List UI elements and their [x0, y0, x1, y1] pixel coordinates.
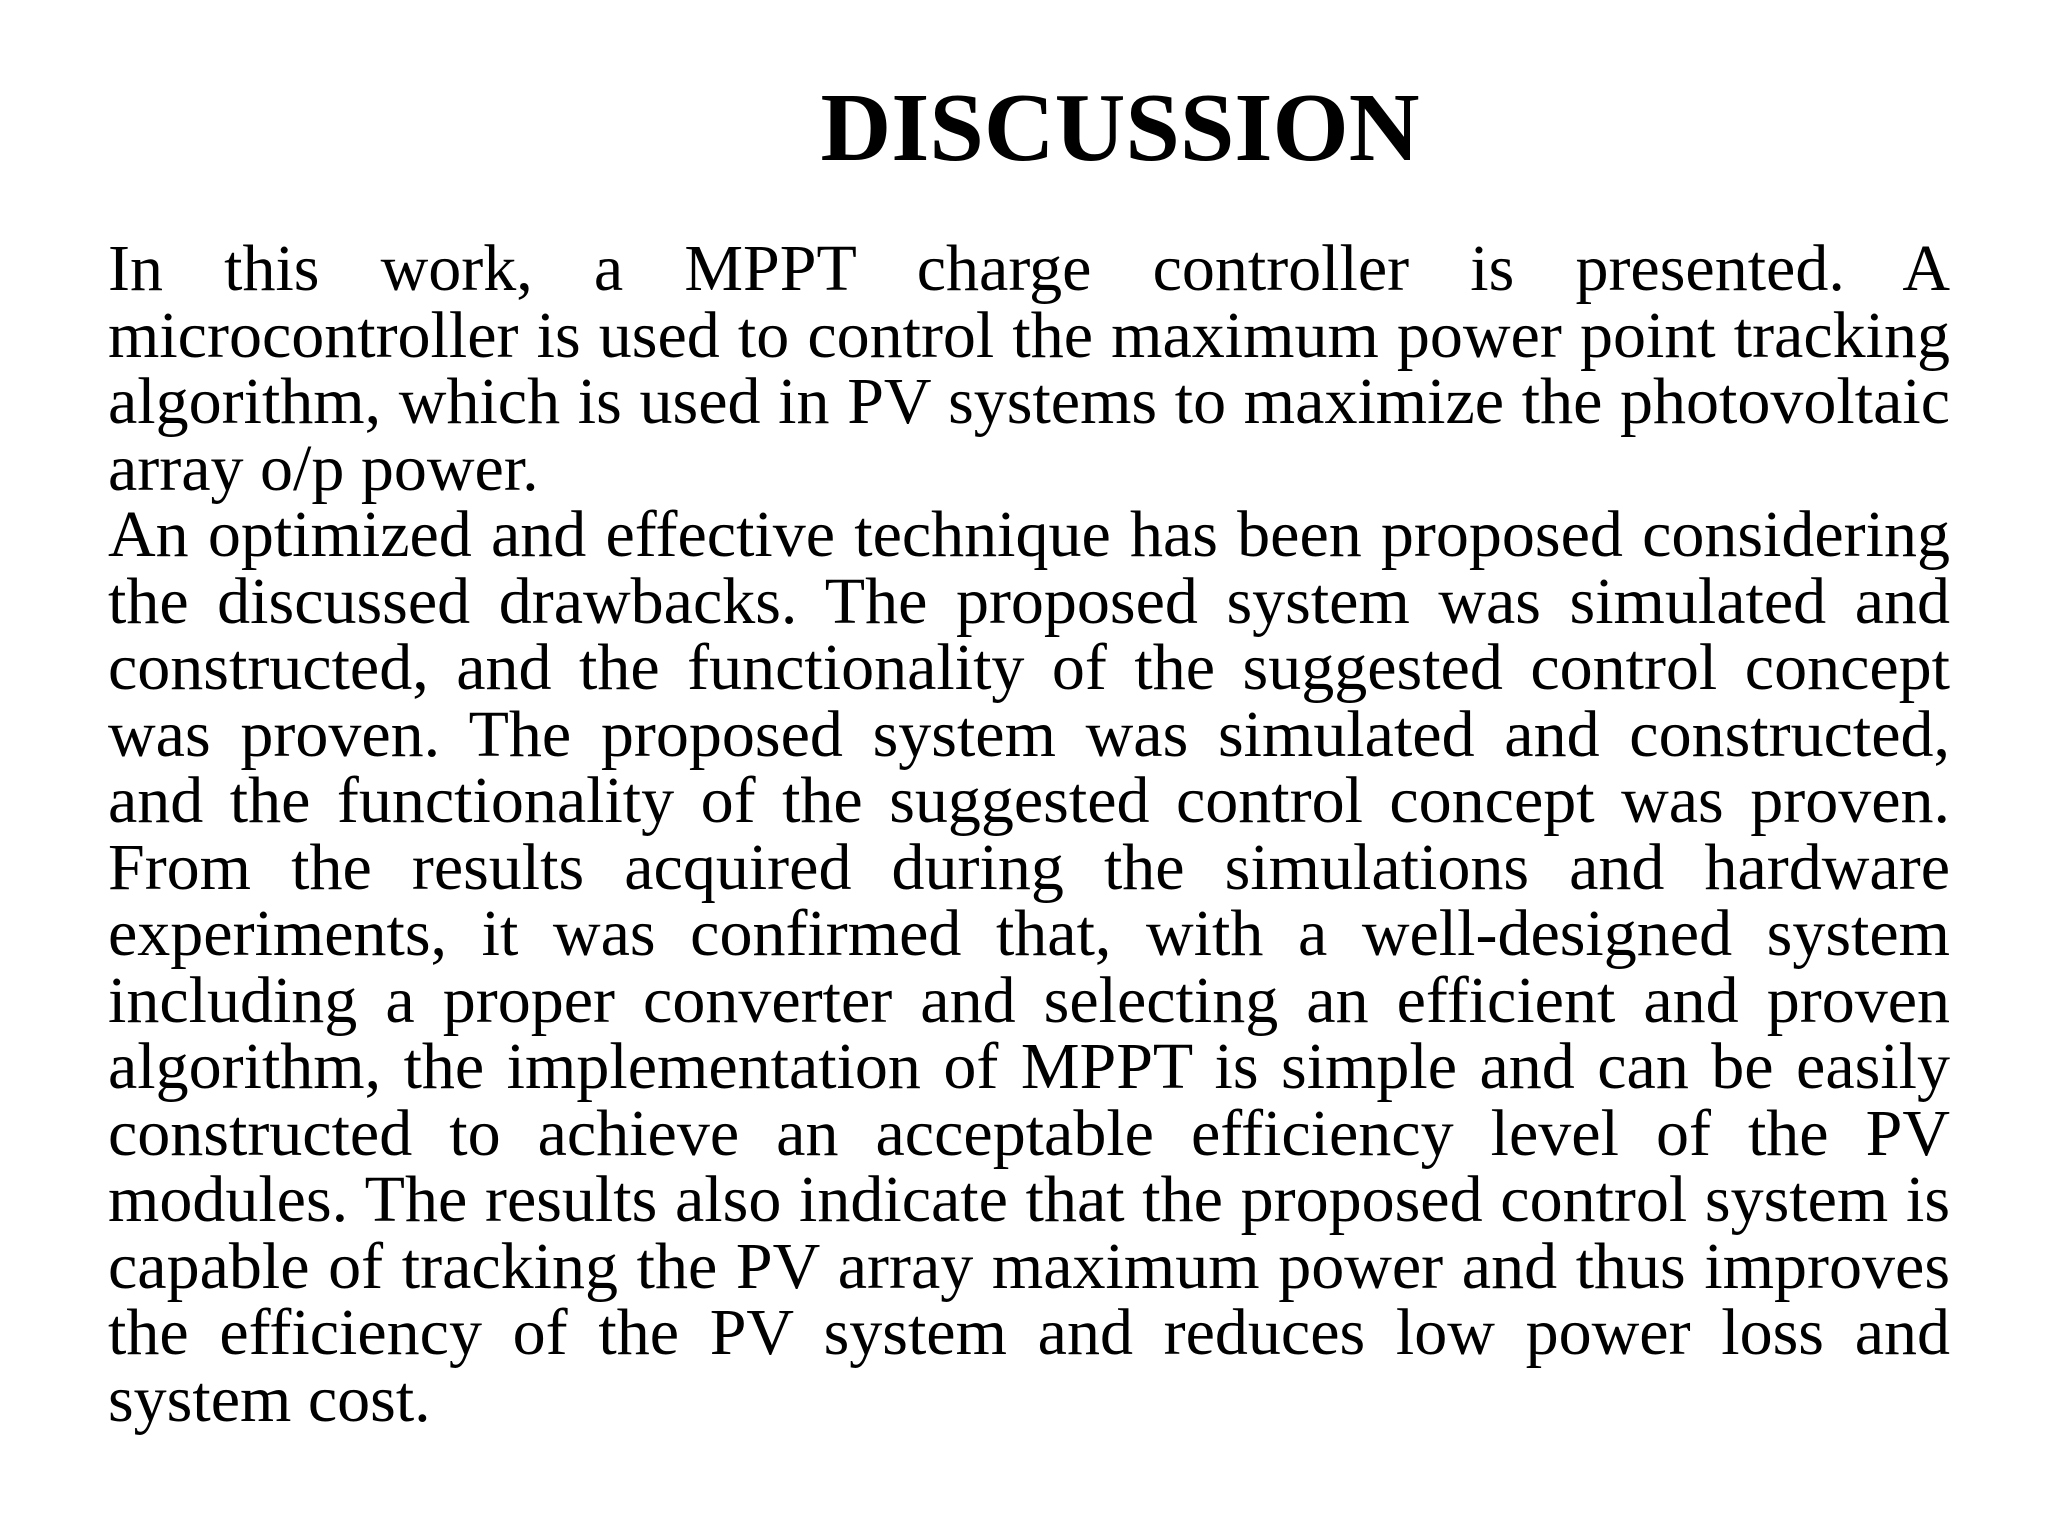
paragraph-findings: An optimized and effective technique has been proposed considering the discussed drawbacks. The proposed system was simulated and constructed, and the functionality of the suggested control concept was proven. The proposed system was simulated and constructed, and the functionality of the suggested control concept was proven. From the results acquired during the simulations and hardware experiments, it was confirmed that, with a well-designed system including a proper converter and selecting an efficient and proven algorithm, the implementation of MPPT is simple and can be easily constructed to achieve an acceptable efficiency level of the PV modules. The results also indicate that the proposed control system is capable of tracking the PV array maximum power and thus improves the efficiency of the PV system and reduces low power loss and system cost. — [108, 498, 1950, 1436]
slide-title: DISCUSSION — [820, 74, 1420, 182]
slide-body — [108, 232, 1950, 1436]
paragraph-intro: In this work, a MPPT charge controller is presented. A microcontroller is used to control the maximum power point tracking algorithm, which is used in PV systems to maximize the photovoltaic array o/p power. — [108, 232, 1950, 505]
